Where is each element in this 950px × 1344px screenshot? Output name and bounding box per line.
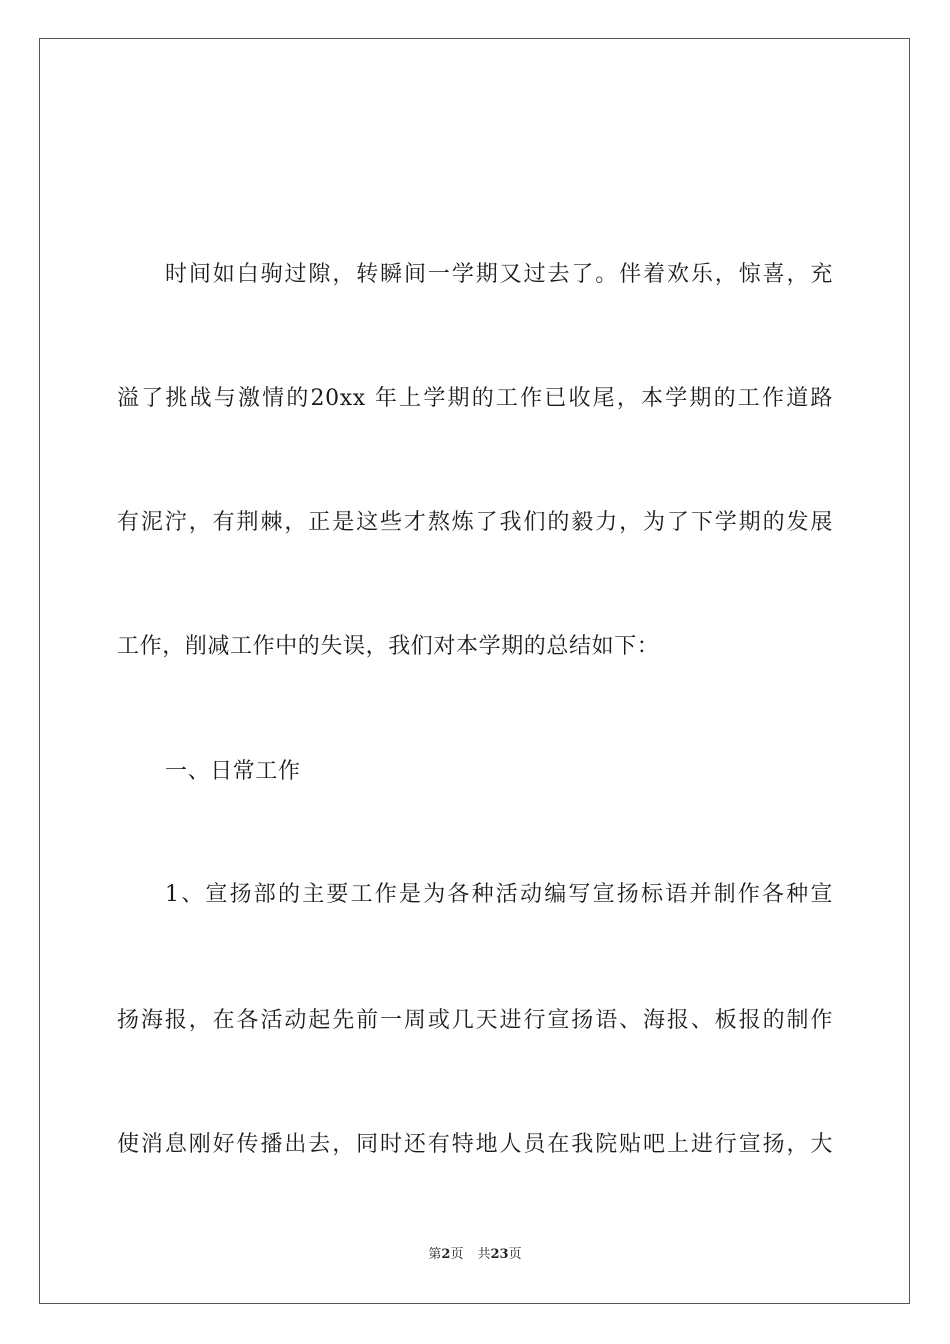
paragraph-line-7: 扬海报，在各活动起先前一周或几天进行宣扬语、海报、板报的制作 xyxy=(117,1008,833,1033)
total-suffix: 页 xyxy=(508,1247,522,1262)
paragraph-line-2: 溢了挑战与激情的20xx 年上学期的工作已收尾，本学期的工作道路 xyxy=(117,386,833,411)
paragraph-line-3: 有泥泞，有荆棘，正是这些才熬炼了我们的毅力，为了下学期的发展 xyxy=(117,510,833,535)
page-prefix: 第 xyxy=(428,1247,442,1262)
page-footer xyxy=(0,1246,950,1264)
paragraph-line-6: 1、宣扬部的主要工作是为各种活动编写宣扬标语并制作各种宣 xyxy=(165,882,833,907)
page-number: 2 xyxy=(441,1247,451,1262)
paragraph-line-4: 工作，削减工作中的失误，我们对本学期的总结如下： xyxy=(117,634,660,659)
paragraph-line-1: 时间如白驹过隙，转瞬间一学期又过去了。伴着欢乐，惊喜，充 xyxy=(165,262,833,287)
page-border xyxy=(39,38,910,1304)
section-heading: 一、日常工作 xyxy=(165,759,301,784)
total-prefix: 共 xyxy=(477,1247,491,1262)
page-suffix: 页 xyxy=(450,1247,464,1262)
paragraph-line-8: 使消息刚好传播出去，同时还有特地人员在我院贴吧上进行宣扬，大 xyxy=(117,1132,833,1157)
total-pages: 23 xyxy=(490,1247,509,1262)
